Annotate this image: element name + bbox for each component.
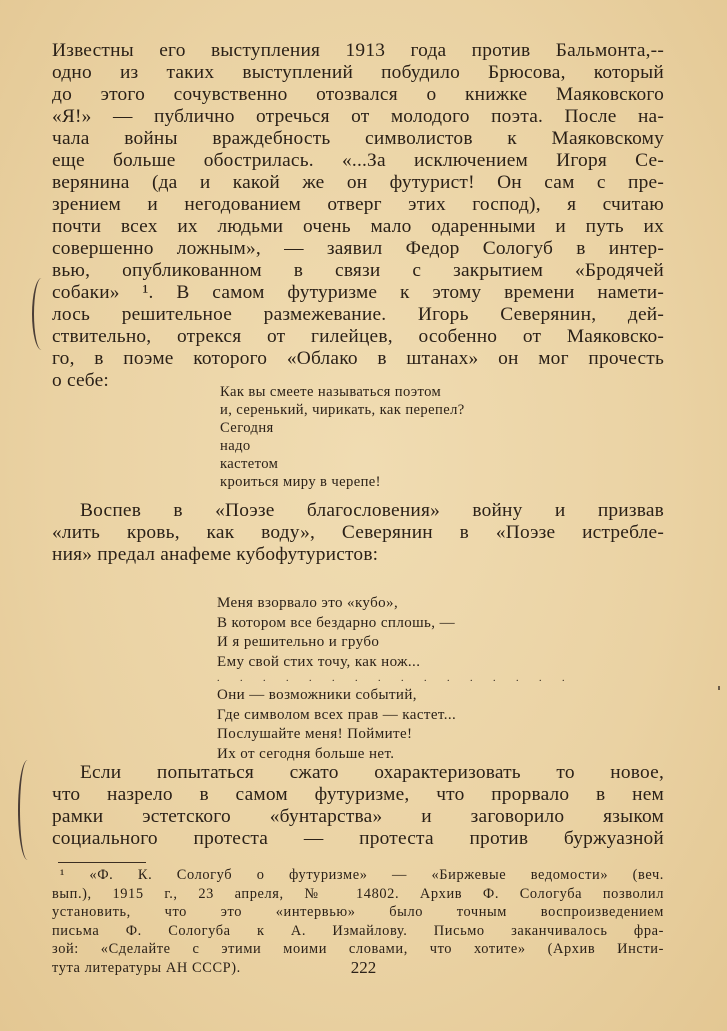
text-line: ния» предал анафеме кубофутуристов:	[52, 544, 379, 565]
verse-line: Ему свой стих точу, как нож...	[217, 653, 421, 670]
footnote-line: зой: «Сделайте с этими моими словами, что хотите» (Архив Инсти-	[52, 941, 664, 957]
footnote-line: тута литературы АН СССР).	[52, 959, 241, 976]
text-line: Воспев в «Поэзе благословения» войну и призвав	[80, 500, 664, 521]
ellipsis-divider: . . . . . . . . . . . . . . . .	[217, 673, 574, 684]
text-line: рамки эстетского «бунтарства» и заговорило языком	[52, 806, 664, 827]
verse-line: Они — возможники событий,	[217, 687, 417, 703]
text-line: до этого сочувственно отозвался о книжке Маяковского	[52, 84, 664, 105]
text-line: «лить кровь, как воду», Северянин в «Поэзе истребле-	[52, 522, 664, 543]
verse-line: кастетом	[220, 456, 279, 472]
text-line: совершенно ложным», — заявил Федор Сологуб в интер-	[52, 238, 664, 259]
verse-line: Сегодня	[220, 420, 274, 436]
text-line: «Я!» — публично отречься от молодого поэта. После на-	[52, 106, 664, 127]
paragraph-1	[52, 40, 664, 392]
page-number: 222	[350, 958, 377, 977]
paper-speck	[718, 686, 720, 690]
text-line: го, в поэме которого «Облако в штанах» он мог прочесть	[52, 348, 664, 369]
verse-line: Послушайте меня! Поймите!	[217, 726, 413, 742]
verse-line: Меня взорвало это «кубо»,	[217, 595, 399, 611]
text-line: еще больше обострилась. «...За исключением Игоря Се-	[52, 150, 664, 171]
footnote-line: вып.), 1915 г., 23 апреля, № 14802. Архив Ф. Сологуба позволил	[52, 885, 664, 902]
footnote-rule	[58, 862, 146, 863]
text-line: о себе:	[52, 370, 109, 391]
text-line: Известны его выступления 1913 года против Бальмонта,--	[52, 40, 664, 61]
text-line: зрением и негодованием отверг этих господ), я считаю	[52, 194, 664, 215]
text-line: чала войны враждебность символистов к Маяковскому	[52, 128, 664, 149]
pencil-margin-mark	[32, 278, 48, 350]
verse-line: И я решительно и грубо	[217, 634, 380, 650]
text-line: что назрело в самом футуризме, что прорвало в нем	[52, 784, 664, 805]
text-line: лось решительное размежевание. Игорь Северянин, дей-	[52, 304, 664, 325]
footnote-line: установить, что это «интервью» было точным воспроизведением	[52, 904, 664, 920]
verse-line: Где символом всех прав — кастет...	[217, 706, 457, 723]
verse-line: Как вы смеете называться поэтом	[220, 384, 442, 400]
text-line: почти всех их людьми очень мало одаренными и путь их	[52, 216, 664, 237]
verse-line: В котором все бездарно сплошь, —	[217, 614, 455, 631]
verse-line: Их от сегодня больше нет.	[217, 745, 395, 762]
text-line: Если попытаться сжато охарактеризовать то новое,	[80, 762, 664, 783]
verse-quote-2	[217, 594, 574, 764]
footnote-line: ¹ «Ф. К. Сологуб о футуризме» — «Биржевые ведомости» (веч.	[60, 867, 664, 883]
text-line: одно из таких выступлений побудило Брюсова, который	[52, 62, 664, 83]
text-line: собаки» ¹. В самом футуризме к этому времени намети-	[52, 282, 664, 303]
pencil-margin-mark	[18, 760, 34, 860]
verse-line: и, серенький, чирикать, как перепел?	[220, 402, 465, 418]
paragraph-2	[52, 500, 664, 566]
verse-quote-1	[220, 383, 465, 491]
footnote-line: письма Ф. Сологуба к А. Измайлову. Письмо заканчивалось фра-	[52, 922, 664, 939]
text-line: ствительно, отрекся от гилейцев, особенно от Маяковско-	[52, 326, 664, 347]
text-line: вью, опубликованном в связи с закрытием «Бродячей	[52, 260, 664, 281]
text-line: верянина (да и какой же он футурист! Он сам с пре-	[52, 172, 664, 193]
verse-line: надо	[220, 438, 251, 454]
verse-line: кроиться миру в черепе!	[220, 474, 381, 490]
paragraph-3	[52, 762, 664, 850]
text-line: социального протеста — протеста против буржуазной	[52, 828, 664, 849]
